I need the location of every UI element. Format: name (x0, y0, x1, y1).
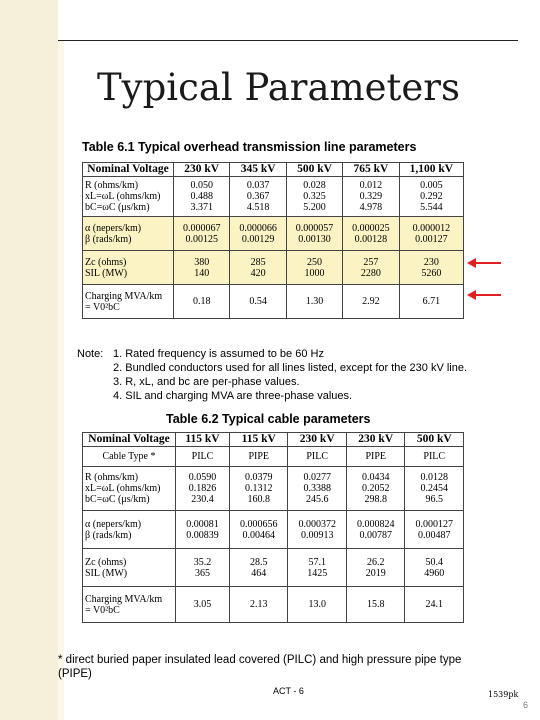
table1-cell (399, 251, 463, 285)
cell-value: 35.2 (193, 556, 212, 568)
page-number: 6 (523, 700, 529, 710)
cell-value: 0.00839 (186, 529, 219, 541)
notes-label: Note: (77, 348, 104, 360)
cell-value: 2019 (365, 567, 386, 579)
cell-value: 0.028 (303, 180, 326, 191)
notes-row (77, 347, 467, 403)
table2-cell (346, 511, 405, 549)
table1-cell (343, 177, 399, 217)
table1-row-label (83, 177, 174, 217)
cell-value: 380 (194, 256, 210, 268)
table2-caption: Table 6.2 Typical cable parameters (166, 412, 371, 426)
cell-value: 0.00787 (359, 529, 392, 541)
cell-value: 57.1 (308, 556, 326, 568)
cell-value: 0.000372 (298, 518, 336, 530)
cell-value: 0.000656 (239, 518, 278, 530)
table1-cell (286, 177, 342, 217)
cell-value: 1000 (304, 267, 325, 279)
label-line: Charging MVA/km (85, 290, 163, 302)
notes-list (113, 347, 467, 403)
cell-value: 0.3388 (303, 483, 331, 494)
table2-header-cell: 230 kV (288, 433, 347, 447)
cell-value: 4960 (424, 567, 445, 579)
label-line: bC=ωC (μs/km) (85, 202, 150, 213)
cell-value: 0.329 (359, 191, 383, 202)
table2-cell (229, 467, 288, 511)
table1-caption: Table 6.1 Typical overhead transmission line parameters (82, 140, 417, 154)
cell-value: 0.488 (190, 191, 213, 202)
notes-block (77, 347, 467, 403)
label-line: R (ohms/km) (85, 180, 139, 191)
table1-cell (399, 217, 463, 251)
table2-cell (346, 549, 405, 587)
table1-row (83, 285, 464, 319)
cell-value: 0.012 (359, 180, 383, 191)
left-decor-band (0, 0, 58, 720)
table2-cell: 13.0 (288, 587, 347, 623)
table2-cell (405, 467, 464, 511)
note-item: 1. Rated frequency is assumed to be 60 Hz (113, 348, 324, 360)
table2-cell (176, 549, 230, 587)
label-line: α (nepers/km) (85, 518, 142, 530)
table1-row-label (83, 285, 174, 319)
table2-cell (288, 549, 347, 587)
cell-value: 0.050 (190, 180, 213, 191)
label-line: α (nepers/km) (85, 222, 142, 234)
cell-value: 26.2 (366, 556, 385, 568)
table2-header-row (83, 433, 464, 447)
table2-cell (176, 467, 230, 511)
table1-cell (286, 251, 342, 285)
cell-value: 0.00130 (298, 233, 331, 245)
table2-cell (288, 511, 347, 549)
cell-value: 2280 (360, 267, 381, 279)
footnote: * direct buried paper insulated lead covered (PILC) and high pressure pipe type (PIPE) (58, 654, 462, 680)
table2-row-label (83, 587, 176, 623)
table2-header-cell: 115 kV (229, 433, 288, 447)
cell-value: 0.292 (420, 191, 443, 202)
table1-row (83, 177, 464, 217)
cell-value: 0.000057 (295, 222, 334, 234)
table2-row-label (83, 511, 176, 549)
cell-value: 0.000066 (239, 222, 277, 234)
table2-cell: PILC (176, 447, 230, 467)
table2-cell: 24.1 (405, 587, 464, 623)
cell-value: 0.00129 (241, 233, 275, 245)
table2-cell: PIPE (229, 447, 288, 467)
cell-value: 0.00081 (186, 518, 219, 530)
cell-value: 0.0128 (420, 472, 448, 483)
table2-cell (346, 467, 405, 511)
cell-value: 0.00125 (185, 233, 218, 245)
cell-value: 5.544 (420, 202, 443, 213)
note-item: 4. SIL and charging MVA are three-phase values. (113, 390, 353, 402)
label-line: xL=ωL (ohms/km) (85, 483, 161, 494)
table2-cell: PILC (288, 447, 347, 467)
table2-header-cell: 115 kV (176, 433, 230, 447)
slide-footer: ACT - 6 (273, 686, 304, 696)
table1-cell (174, 217, 230, 251)
cell-value: 365 (194, 567, 210, 579)
table1-row-label (83, 251, 174, 285)
table1-row-label (83, 217, 174, 251)
cell-value: 0.2052 (361, 483, 390, 494)
title-rule (58, 40, 518, 41)
cell-value: 0.000025 (352, 222, 390, 234)
table1-cell (343, 251, 399, 285)
label-line: Charging MVA/km (85, 593, 163, 605)
table2 (82, 432, 464, 623)
cell-value: 28.5 (249, 556, 268, 568)
cell-value: 0.325 (303, 191, 326, 202)
label-line: Zc (ohms) (85, 556, 127, 568)
cell-value: 0.00913 (300, 529, 334, 541)
cell-value: 0.0379 (244, 472, 273, 483)
table2-header-cell: Nominal Voltage (83, 433, 176, 447)
cell-value: 0.00127 (415, 233, 448, 245)
cell-value: 0.000127 (415, 518, 453, 530)
table1-cell: 0.18 (174, 285, 230, 319)
table1-header-cell: 765 kV (343, 163, 399, 177)
cell-value: 5.200 (303, 202, 326, 213)
label-line: R (ohms/km) (85, 472, 139, 483)
cell-value: 0.00487 (417, 529, 451, 541)
label-line: = V0²bC (85, 301, 120, 313)
left-decor-band-inner (58, 40, 64, 720)
cell-value: 257 (363, 256, 379, 268)
table2-row (83, 587, 464, 623)
table1-cell (286, 217, 342, 251)
cell-value: 4.978 (359, 202, 383, 213)
id-footer: 1539pk (488, 690, 519, 699)
table1-cell (174, 251, 230, 285)
table2-cell (405, 549, 464, 587)
cell-value: 0.0277 (303, 472, 331, 483)
table1-header-row (83, 163, 464, 177)
label-line: xL=ωL (ohms/km) (85, 191, 161, 202)
cell-value: 0.037 (246, 180, 270, 191)
label-line: SIL (MW) (85, 267, 128, 279)
cell-value: 4.518 (246, 202, 270, 213)
cell-value: 0.2454 (420, 483, 448, 494)
cell-value: 0.000067 (182, 222, 221, 234)
label-line: SIL (MW) (85, 567, 128, 579)
note-item: 3. R, xL, and bc are per-phase values. (113, 376, 300, 388)
table1-header-cell: 345 kV (230, 163, 286, 177)
table1-cell: 1.30 (286, 285, 342, 319)
cell-value: 0.000824 (356, 518, 395, 530)
cell-value: 0.00464 (242, 529, 275, 541)
table2-cell (405, 511, 464, 549)
table1-cell: 0.54 (230, 285, 286, 319)
table2-cell: 3.05 (176, 587, 230, 623)
table2-header-cell: 230 kV (346, 433, 405, 447)
label-line: Zc (ohms) (85, 256, 127, 268)
table1-cell (343, 217, 399, 251)
table1-header-cell: 1,100 kV (399, 163, 463, 177)
table1 (82, 162, 464, 319)
page-title: Typical Parameters (97, 66, 460, 109)
cell-value: 230.4 (191, 494, 214, 505)
note-item: 2. Bundled conductors used for all lines listed, except for the 230 kV line. (113, 362, 468, 374)
label-line: bC=ωC (μs/km) (85, 494, 150, 505)
table1-header-cell: Nominal Voltage (83, 163, 174, 177)
cell-value: 285 (250, 256, 266, 268)
table1-row (83, 217, 464, 251)
table2-type-row (83, 447, 464, 467)
cell-value: 50.4 (425, 556, 443, 568)
cell-value: 160.8 (247, 494, 270, 505)
cell-value: 0.000012 (412, 222, 451, 234)
table1-header-cell: 500 kV (286, 163, 342, 177)
cell-value: 0.005 (420, 180, 443, 191)
table1-cell (399, 177, 463, 217)
table1-cell (174, 177, 230, 217)
table2-cell (229, 549, 288, 587)
cell-value: 1425 (307, 567, 328, 579)
table2-cell (229, 511, 288, 549)
table1-header-cell: 230 kV (174, 163, 230, 177)
cell-value: 245.6 (305, 494, 329, 505)
table2-row (83, 549, 464, 587)
table2-cell: PILC (405, 447, 464, 467)
table2-row-label (83, 467, 176, 511)
cell-value: 5260 (421, 267, 442, 279)
table2-row-label: Cable Type * (83, 447, 176, 467)
cell-value: 230 (423, 256, 439, 268)
table2-cell: PIPE (346, 447, 405, 467)
label-line: β (rads/km) (85, 233, 132, 245)
table1-row (83, 251, 464, 285)
cell-value: 0.367 (246, 191, 270, 202)
table2-cell: 2.13 (229, 587, 288, 623)
table1-cell: 6.71 (399, 285, 463, 319)
cell-value: 0.0590 (188, 472, 217, 483)
table2-row-label (83, 549, 176, 587)
table2-row (83, 467, 464, 511)
table2-cell (176, 511, 230, 549)
table1-cell (230, 251, 286, 285)
cell-value: 0.1312 (244, 483, 273, 494)
cell-value: 0.1826 (188, 483, 217, 494)
table1-cell (230, 217, 286, 251)
table2-header-cell: 500 kV (405, 433, 464, 447)
table1-cell (230, 177, 286, 217)
table1-cell: 2.92 (343, 285, 399, 319)
label-line: β (rads/km) (85, 529, 132, 541)
table2-cell (288, 467, 347, 511)
label-line: = V0²bC (85, 604, 120, 616)
cell-value: 140 (194, 267, 210, 279)
cell-value: 3.371 (190, 202, 213, 213)
cell-value: 420 (250, 267, 266, 279)
red-arrow-icon (475, 262, 501, 264)
cell-value: 0.00128 (354, 233, 388, 245)
table2-row (83, 511, 464, 549)
cell-value: 464 (251, 567, 267, 579)
cell-value: 250 (307, 256, 323, 268)
red-arrow-icon (475, 294, 501, 296)
cell-value: 0.0434 (361, 472, 390, 483)
cell-value: 96.5 (425, 494, 443, 505)
table2-cell: 15.8 (346, 587, 405, 623)
cell-value: 298.8 (364, 494, 387, 505)
